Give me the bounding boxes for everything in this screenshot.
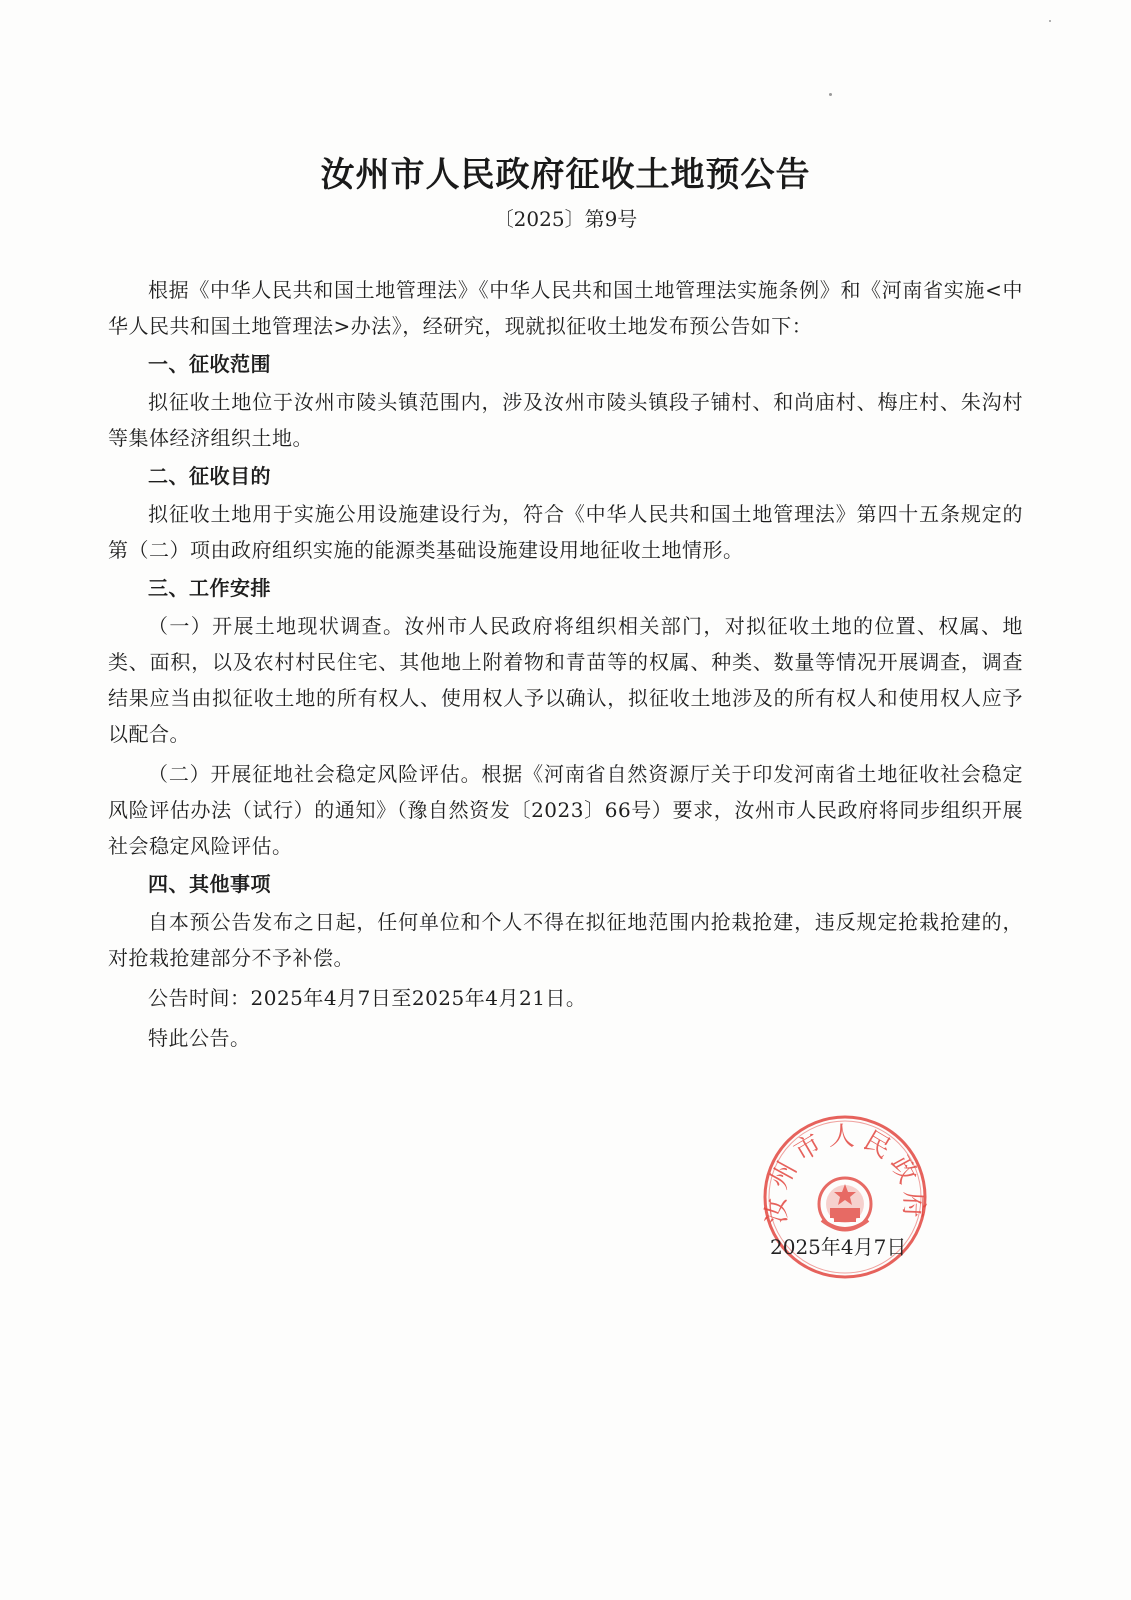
paragraph-closing: 特此公告。 <box>148 1026 251 1050</box>
seal-text: 汝州市人民政府 <box>761 1122 929 1225</box>
section-heading: 四、其他事项 <box>148 872 271 896</box>
paragraph: 拟征收土地位于汝州市陵头镇范围内，涉及汝州市陵头镇段子铺村、和尚庙村、梅庄村、朱沟村等集体经济组织土地。 <box>108 390 1023 450</box>
scan-speck <box>1049 20 1051 22</box>
section-heading: 二、征收目的 <box>148 464 271 488</box>
document-body <box>108 272 1023 1056</box>
paragraph: 拟征收土地用于实施公用设施建设行为，符合《中华人民共和国土地管理法》第四十五条规定的第（二）项由政府组织实施的能源类基础设施建设用地征收土地情形。 <box>108 502 1023 562</box>
scan-speck <box>829 93 832 96</box>
document-title: 汝州市人民政府征收土地预公告 <box>320 155 811 195</box>
section-heading: 一、征收范围 <box>148 352 271 376</box>
paragraph: （一）开展土地现状调查。汝州市人民政府将组织相关部门，对拟征收土地的位置、权属、地类、面积，以及农村村民住宅、其他地上附着物和青苗等的权属、种类、数量等情况开展调查，调查结果应当由拟征收土地的所有权人、使用权人予以确认，拟征收土地涉及的所有权人和使用权人应予以配合。 <box>108 614 1023 746</box>
paragraph: （二）开展征地社会稳定风险评估。根据《河南省自然资源厅关于印发河南省土地征收社会稳定风险评估办法（试行）的通知》（豫自然资发〔2023〕66号）要求，汝州市人民政府将同步组织开展社会稳定风险评估。 <box>108 762 1023 858</box>
section-heading: 三、工作安排 <box>148 576 271 600</box>
sign-date: 2025年4月7日 <box>770 1235 907 1259</box>
national-emblem-icon <box>819 1178 871 1230</box>
document-number: 〔2025〕第9号 <box>493 207 638 231</box>
paragraph-intro: 根据《中华人民共和国土地管理法》《中华人民共和国土地管理法实施条例》和《河南省实施<中华人民共和国土地管理法>办法》，经研究，现就拟征收土地发布预公告如下： <box>108 278 1023 338</box>
paragraph: 自本预公告发布之日起，任何单位和个人不得在拟征地范围内抢栽抢建，违反规定抢栽抢建的，对抢栽抢建部分不予补偿。 <box>108 910 1023 970</box>
paragraph: 公告时间：2025年4月7日至2025年4月21日。 <box>148 986 587 1010</box>
